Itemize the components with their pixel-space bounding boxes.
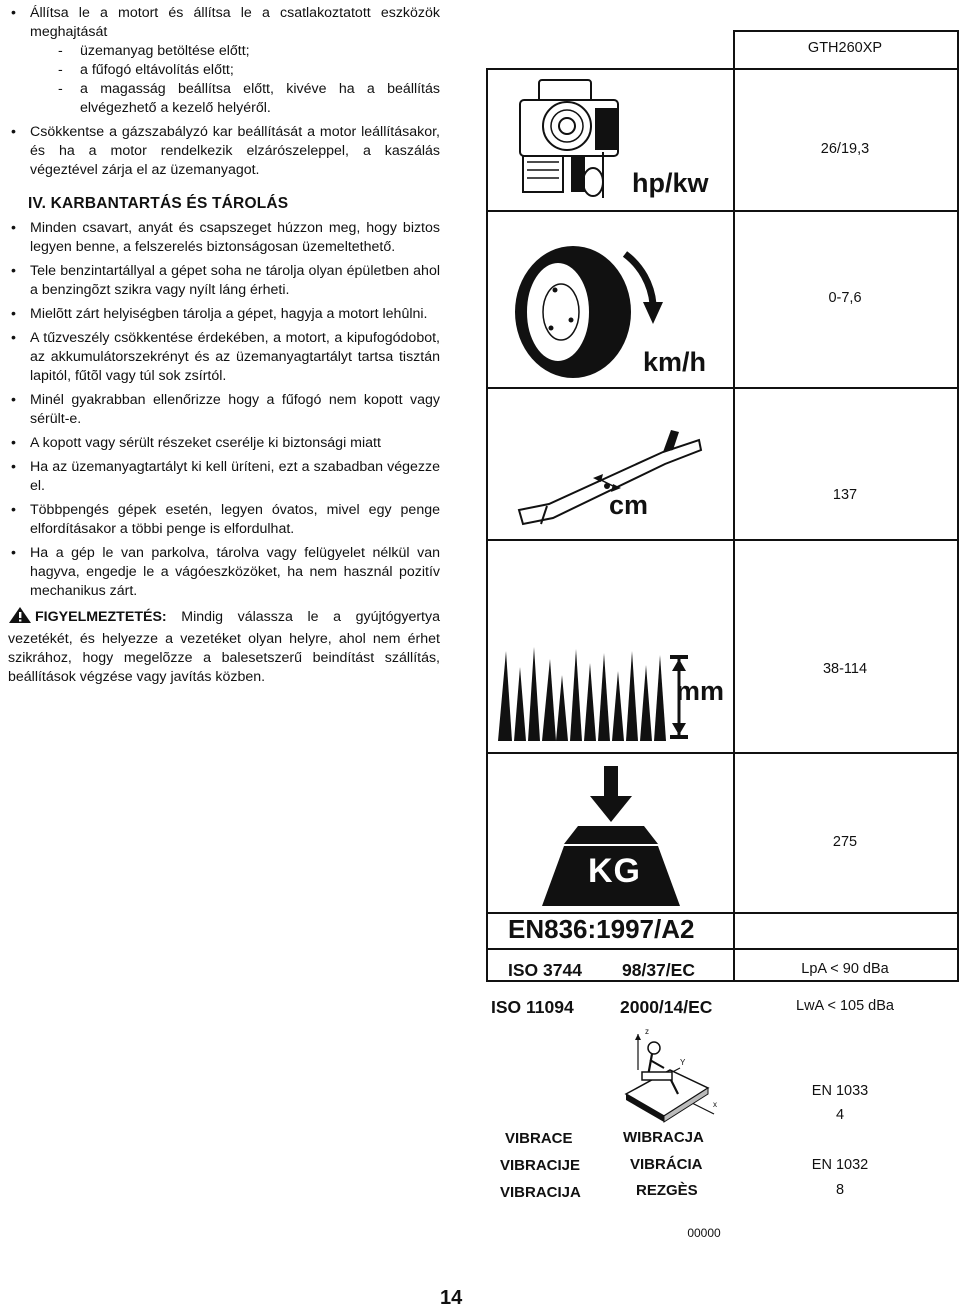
code-number: 00000 (687, 1226, 721, 1240)
left-text-column (8, 4, 440, 687)
sub-item: - a magasság beállítsa előtt, kivéve ha a beállítás elvégezhető a kezelő helyéről. (30, 80, 440, 118)
grass-height-icon (498, 645, 710, 748)
vibration-label: VIBRACE (505, 1130, 573, 1147)
warning-paragraph (8, 606, 440, 687)
sub-item: - a fűfogó eltávolítás előtt; (30, 61, 440, 80)
engine-icon (515, 78, 627, 209)
speed-unit: km/h (643, 347, 707, 377)
speed-value: 0-7,6 (828, 290, 862, 306)
directive-98-37: 98/37/EC (622, 960, 695, 980)
bullet-item: • A kopott vagy sérült részeket cserélje ki biztonsági miatt (8, 434, 440, 453)
weight-label: KG (588, 852, 641, 890)
cut-value: 137 (832, 487, 858, 503)
en1032-value: 8 (835, 1182, 845, 1198)
iso-3744: ISO 3744 (508, 960, 582, 980)
en1032-label: EN 1032 (811, 1157, 869, 1173)
page-number: 14 (440, 1287, 463, 1309)
bullet-item: • Tele benzintartállyal a gépet soha ne tárolja olyan épületben ahol a benzingõzt szikra vagy nyílt láng érheti. (8, 262, 440, 300)
bullet-throttle: • Csökkentse a gázszabályzó kar beállítását a motor leállításakor, és ha a motor rendelkezik elzárószeleppel, a kaszálás végeztével zárja el az üzemanyagot. (8, 123, 440, 180)
hp-value: 26/19,3 (820, 141, 870, 157)
blade-icon (513, 420, 705, 535)
bullet-item: • Többpengés gépek esetén, legyen óvatos, mivel egy penge elfordításakor a többi penge is elfordulhat. (8, 501, 440, 539)
bullet-item: • Mielõtt zárt helyiségben tárolja a gépet, hagyja a motort lehûlni. (8, 305, 440, 324)
warning-icon (8, 606, 32, 630)
vibration-label: REZGÈS (636, 1182, 698, 1199)
lpa-value: LpA < 90 dBa (801, 961, 889, 977)
cut-unit: cm (609, 490, 649, 520)
bullet-item: • Ha a gép le van parkolva, tárolva vagy felügyelet nélkül van hagyva, engedje le a vágóeszközöket, ha nem használ pozitív mechanikus zárt. (8, 544, 440, 601)
weight-value: 275 (832, 834, 858, 850)
axis-y-label: Y (680, 1058, 686, 1067)
directive-2000-14: 2000/14/EC (620, 997, 713, 1017)
bullet-stop-engine: • Állítsa le a motort és állítsa le a csatlakoztatott eszközök meghajtását - üzemanyag betöltése előtt; - a fűfogó eltávolítás előtt; - a magasság beállítsa előtt, kivéve ha a beállítás elvégezhető a kezelő helyéről. (8, 4, 440, 118)
vibration-label: VIBRÁCIA (630, 1156, 703, 1173)
bullet-item: • A tűzveszély csökkentése érdekében, a motort, a kipufogódobot, az akkumulátorszekrényt és az üzemanyagtartályt tartsa tisztán lapitól, fűtõl vagy túl sok zsírtól. (8, 329, 440, 386)
model-name: GTH260XP (807, 40, 883, 56)
section-heading: IV. KARBANTARTÁS ÉS TÁROLÁS (28, 195, 289, 212)
bullet-item: • Ha az üzemanyagtartályt ki kell üríteni, ezt a szabadban végezze el. (8, 458, 440, 496)
hp-unit: hp/kw (632, 168, 709, 198)
lwa-value: LwA < 105 dBa (796, 998, 894, 1014)
sub-item: - üzemanyag betöltése előtt; (30, 42, 440, 61)
en836-standard: EN836:1997/A2 (508, 914, 695, 944)
iso-11094: ISO 11094 (491, 997, 574, 1017)
seated-operator-icon (618, 1030, 722, 1135)
axis-x-label: x (713, 1100, 717, 1109)
vibration-label: WIBRACJA (623, 1129, 704, 1146)
en1033-value: 4 (835, 1107, 845, 1123)
height-value: 38-114 (822, 661, 868, 677)
height-unit: mm (676, 676, 725, 706)
warning-title: FIGYELMEZTETÉS: (35, 609, 167, 625)
axis-z-label: z (645, 1027, 649, 1036)
wheel-icon (513, 240, 665, 385)
vibration-label: VIBRACIJA (500, 1184, 581, 1201)
warning-text: Mindig válassza le a gyújtógyertya vezetékét, és helyezze a vezetéket olyan helyre, ahol nem érhet szikrához, hogy megelõzze a balesetszerű beindítást szállítás, beállítások végzése vagy javítás közben. (8, 609, 440, 685)
bullet-item: • Minél gyakrabban ellenőrizze hogy a fűfogó nem kopott vagy sérült-e. (8, 391, 440, 429)
bullet-item: • Minden csavart, anyát és csapszeget húzzon meg, hogy biztos legyen benne, a felszerelés biztonságosan üzemeltethető. (8, 219, 440, 257)
en1033-label: EN 1033 (811, 1083, 869, 1099)
vibration-label: VIBRACIJE (500, 1157, 581, 1174)
